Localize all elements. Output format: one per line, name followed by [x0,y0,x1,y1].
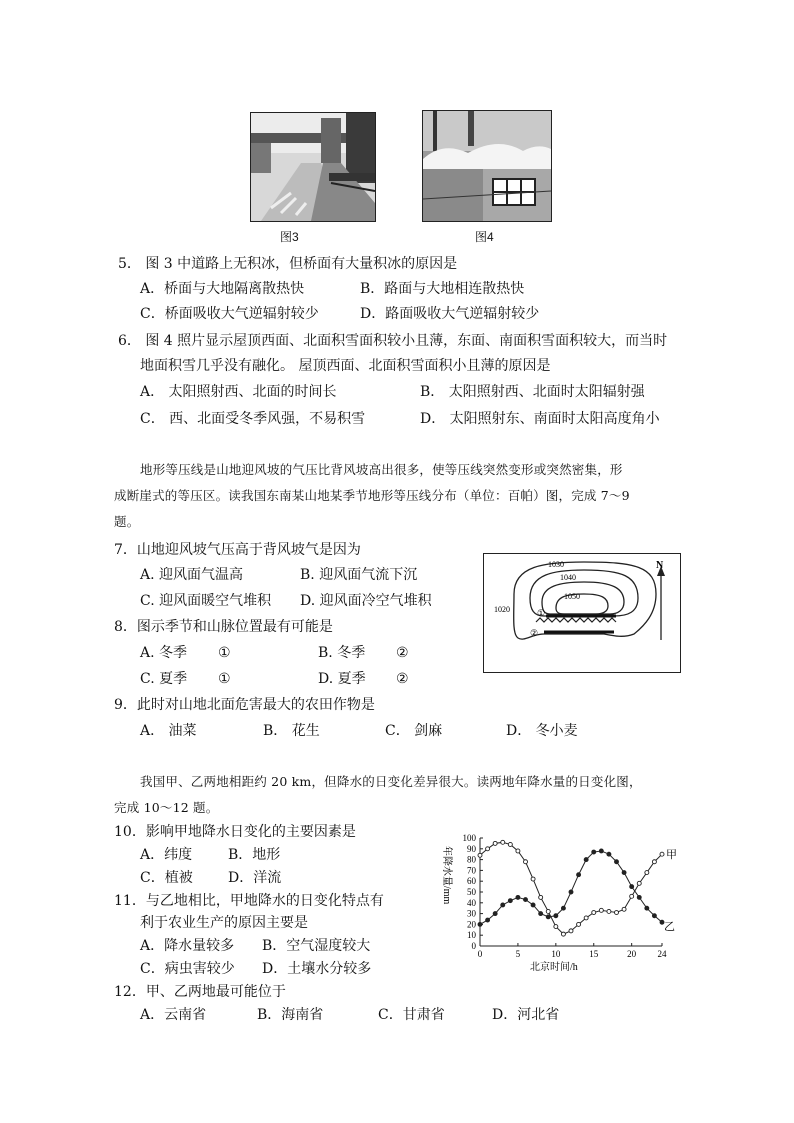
y-tick-label: 0 [471,941,476,951]
data-point-jia [539,895,543,899]
data-point-yi [615,860,619,864]
x-tick-label: 15 [589,949,599,959]
question-12-option-c: C．甘肃省 [378,1007,445,1023]
isobar-label-1040: 1040 [560,573,576,582]
question-7-option-a: A. 迎风面气温高 [140,567,244,583]
data-point-jia [607,909,611,913]
data-point-yi [630,885,634,889]
x-tick-label: 5 [515,949,521,959]
reading-passage-1-line-3: 题。 [114,514,140,529]
data-point-jia [493,841,497,845]
data-point-jia [584,916,588,920]
question-12-option-d: D．河北省 [492,1007,560,1023]
data-point-jia [531,877,535,881]
question-8-option-b-label: B. 冬季 [318,645,366,661]
data-point-yi [486,918,490,922]
position-mark-1: ① [537,608,546,618]
y-tick-label: 80 [467,854,476,865]
data-point-jia [478,853,482,857]
series-line-yi [480,851,662,924]
x-tick-label: 10 [551,949,561,959]
y-tick-label: 100 [462,833,476,843]
isobar-map [484,554,680,672]
data-point-jia [592,911,596,915]
data-point-jia [615,911,619,915]
question-11-stem-line-1: 11．与乙地相比，甲地降水的日变化特点有 [114,893,384,909]
data-point-yi [584,858,588,862]
series-label-yi: 乙 [664,921,675,933]
data-point-yi [592,850,596,854]
question-5-option-a: A．桥面与大地隔离散热快 [140,281,305,297]
data-point-jia [645,871,649,875]
question-5-stem: 5． 图 3 中道路上无积冰，但桥面有大量积冰的原因是 [118,256,458,272]
series-label-jia: 甲 [666,849,677,861]
data-point-yi [645,906,649,910]
question-8-option-d-mark: ② [396,671,409,687]
road-bridge-image [251,113,375,221]
data-point-yi [554,914,558,918]
data-point-jia [569,929,573,933]
y-tick-label: 40 [467,897,476,908]
data-point-jia [599,908,603,912]
isobar-1040 [542,582,624,614]
reading-passage-2-line-2: 完成 10～12 题。 [114,800,219,815]
question-6-option-c: C． 西、北面受冬季风强，不易积雪 [140,411,366,427]
question-8-option-d-label: D. 夏季 [318,671,366,687]
question-8-option-a-mark: ① [218,645,231,661]
data-point-jia [660,852,664,856]
question-6-stem-line-1: 6． 图 4 照片显示屋顶西面、北面积雪面积较小且薄，东面、南面积雪面积较大，而当时 [118,333,668,349]
y-tick-label: 20 [467,919,476,930]
question-5-option-c: C．桥面吸收大气逆辐射较少 [140,306,319,322]
data-point-jia [577,922,581,926]
question-8-option-c-mark: ① [218,671,231,687]
question-7-stem: 7．山地迎风坡气压高于背风坡气是因为 [114,542,361,558]
isobar-map-figure [483,553,681,673]
question-10-option-c: C．植被 [140,870,193,886]
data-point-yi [524,898,528,902]
question-8-option-c-label: C. 夏季 [140,671,188,687]
data-point-jia [546,909,550,913]
question-9-option-c: C． 剑麻 [385,723,443,739]
data-point-jia [524,860,528,864]
question-9-option-b: B． 花生 [263,723,320,739]
y-axis-label: 年降水量/mm [441,846,452,905]
question-6-option-d: D． 太阳照射东、南面时太阳高度角小 [420,411,660,427]
north-label: N [656,560,664,571]
question-10-stem: 10．影响甲地降水日变化的主要因素是 [114,824,356,840]
y-tick-label: 30 [467,908,476,919]
y-tick-label: 60 [467,876,476,887]
data-point-jia [516,849,520,853]
question-9-option-d: D． 冬小麦 [506,723,578,739]
data-point-jia [637,881,641,885]
question-9-option-a: A． 油菜 [140,723,197,739]
question-7-option-b: B. 迎风面气流下沉 [300,567,418,583]
question-7-option-c: C. 迎风面暖空气堆积 [140,593,272,609]
figure-4-caption: 图4 [475,230,494,244]
precipitation-chart-svg [430,828,690,976]
question-7-option-d: D. 迎风面冷空气堆积 [300,593,432,609]
data-point-yi [599,849,603,853]
question-8-stem: 8．图示季节和山脉位置最有可能是 [114,619,333,635]
question-11-option-c: C．病虫害较少 [140,961,235,977]
data-point-jia [554,925,558,929]
question-12-stem: 12．甲、乙两地最可能位于 [114,984,286,1000]
y-tick-label: 70 [467,865,476,876]
position-mark-2: ② [530,628,539,638]
data-point-yi [561,906,565,910]
data-point-yi [493,912,497,916]
precipitation-chart [430,828,690,976]
data-point-yi [501,903,505,907]
question-6-option-b: B． 太阳照射西、北面时太阳辐射强 [420,384,645,400]
data-point-yi [637,895,641,899]
data-point-jia [622,907,626,911]
reading-passage-2-line-1: 我国甲、乙两地相距约 20 km，但降水的日变化差异很大。读两地年降水量的日变化图， [140,774,642,789]
question-11-stem-line-2: 利于农业生产的原因主要是 [140,915,308,931]
data-point-yi [652,914,656,918]
question-10-option-b: B．地形 [228,847,281,863]
data-point-yi [539,912,543,916]
data-point-jia [501,840,505,844]
data-point-jia [630,894,634,898]
question-11-option-b: B．空气湿度较大 [262,938,371,954]
isobar-label-1030: 1030 [548,560,564,569]
x-tick-label: 24 [657,949,667,959]
y-tick-label: 10 [467,930,476,941]
figure-4-photo [422,110,552,222]
data-point-yi [622,871,626,875]
question-8-option-b-mark: ② [396,645,409,661]
question-11-option-d: D．土壤水分较多 [262,961,372,977]
question-12-option-a: A．云南省 [140,1007,207,1023]
question-5-option-b: B．路面与大地相连散热快 [360,281,525,297]
data-point-yi [607,852,611,856]
question-11-option-a: A．降水量较多 [140,938,235,954]
isobar-label-1050: 1050 [564,592,580,601]
figure-3-caption: 图3 [280,230,299,244]
reading-passage-1-line-1: 地形等压线是山地迎风坡的气压比背风坡高出很多，使等压线突然变形或突然密集，形 [140,462,623,477]
figure-3-photo [250,112,376,222]
data-point-jia [652,860,656,864]
data-point-jia [508,842,512,846]
question-10-option-a: A．纬度 [140,847,193,863]
data-point-yi [546,915,550,919]
question-6-stem-line-2: 地面积雪几乎没有融化。 屋顶西面、北面积雪面积小且薄的原因是 [140,358,551,374]
question-12-option-b: B．海南省 [257,1007,324,1023]
reading-passage-1-line-2: 成断崖式的等压区。读我国东南某山地某季节地形等压线分布（单位：百帕）图，完成 7～9 [114,488,630,503]
x-axis-label: 北京时间/h [530,962,578,973]
question-9-stem: 9．此时对山地北面危害最大的农田作物是 [114,697,375,713]
data-point-yi [577,873,581,877]
mountain-ridge [536,618,616,622]
data-point-jia [561,932,565,936]
y-tick-label: 90 [467,843,476,854]
data-point-yi [478,922,482,926]
data-point-yi [516,895,520,899]
data-point-jia [486,847,490,851]
question-5-option-d: D．路面吸收大气逆辐射较少 [360,306,540,322]
question-8-option-a-label: A. 冬季 [140,645,188,661]
question-10-option-d: D．洋流 [228,870,282,886]
data-point-yi [531,903,535,907]
data-point-yi [569,890,573,894]
x-tick-label: 0 [477,949,483,959]
y-tick-label: 50 [467,887,476,897]
series-line-jia [480,842,662,934]
x-tick-label: 20 [627,949,637,959]
isobar-label-1020: 1020 [494,605,510,614]
data-point-yi [508,899,512,903]
question-6-option-a: A． 太阳照射西、北面的时间长 [140,384,337,400]
roof-snow-image [423,111,551,221]
